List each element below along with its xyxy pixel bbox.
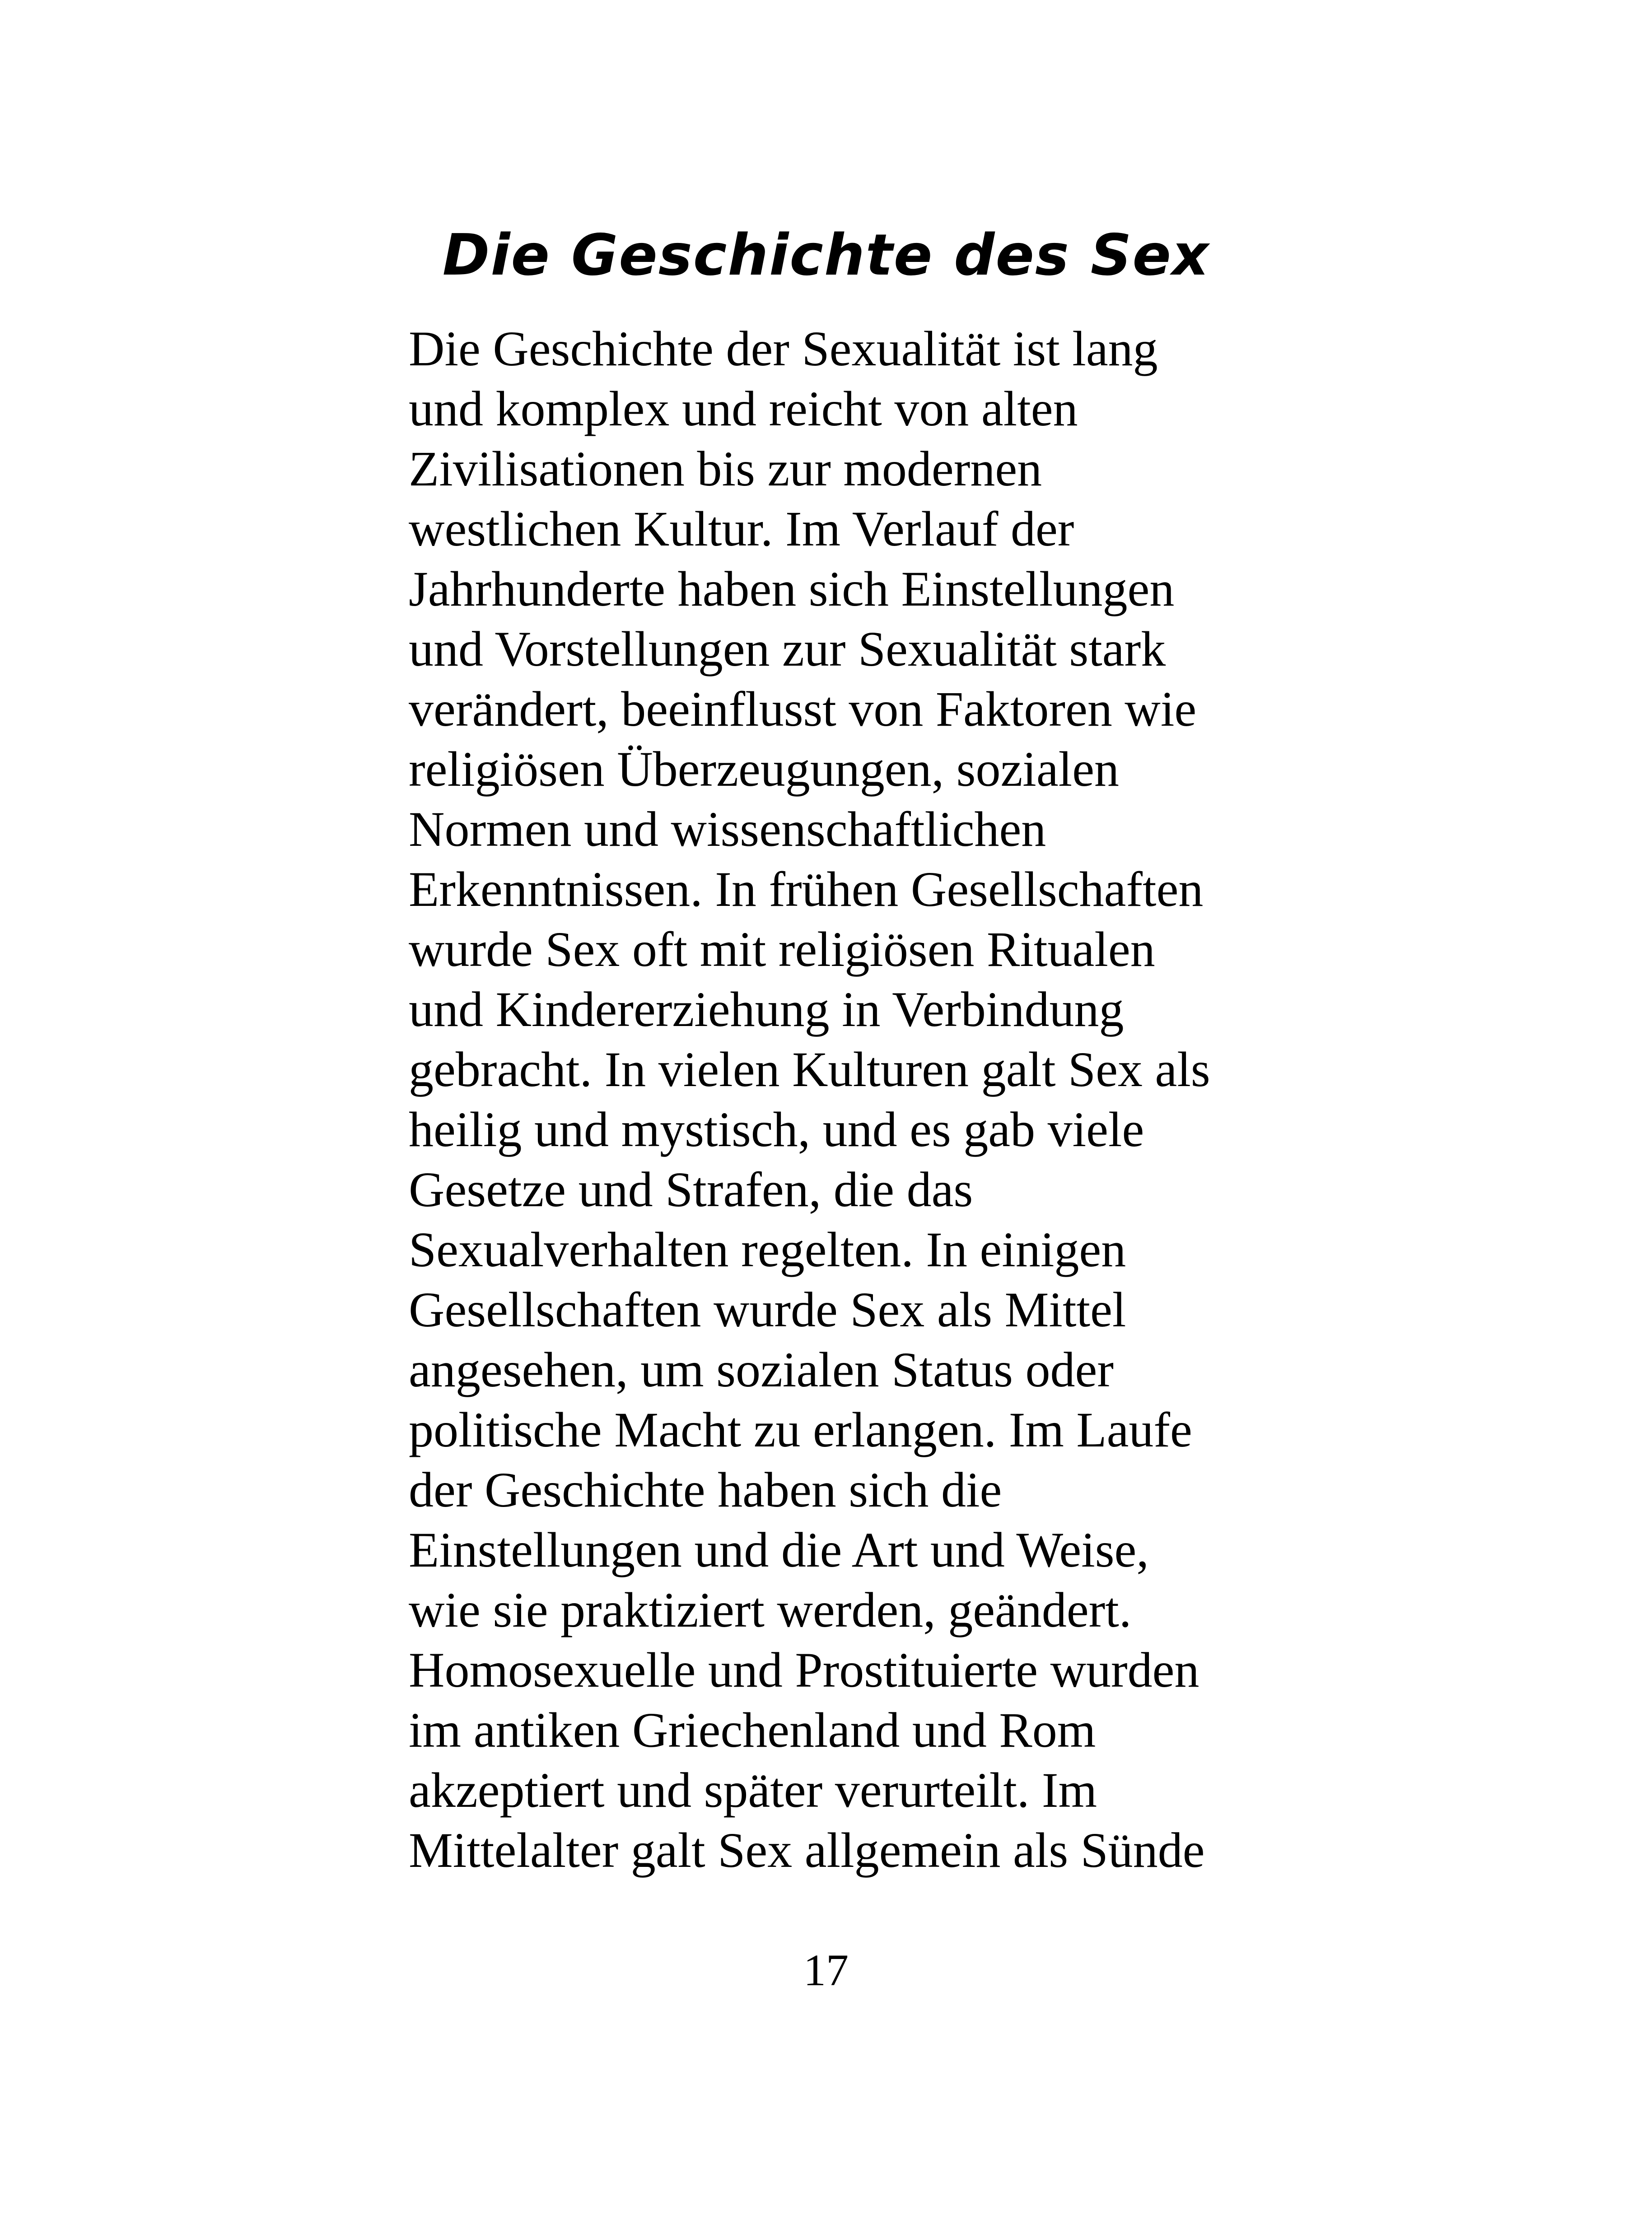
text-line: Normen und wissenschaftlichen xyxy=(409,802,1046,857)
text-line: Gesellschaften wurde Sex als Mittel xyxy=(409,1282,1126,1337)
text-line: heilig und mystisch, und es gab viele xyxy=(409,1102,1144,1157)
text-line: der Geschichte haben sich die xyxy=(409,1462,1002,1517)
text-line: gebracht. In vielen Kulturen galt Sex als xyxy=(409,1042,1210,1097)
text-line: und Kindererziehung in Verbindung xyxy=(409,982,1124,1037)
text-line: Mittelalter galt Sex allgemein als Sünde xyxy=(409,1823,1205,1878)
text-line: im antiken Griechenland und Rom xyxy=(409,1703,1096,1758)
text-line: Einstellungen und die Art und Weise, xyxy=(409,1522,1149,1577)
text-line: Erkenntnissen. In frühen Gesellschaften xyxy=(409,862,1204,917)
text-line: und komplex und reicht von alten xyxy=(409,381,1078,436)
text-line: wie sie praktiziert werden, geändert. xyxy=(409,1582,1132,1637)
text-line: Zivilisationen bis zur modernen xyxy=(409,441,1042,496)
text-line: wurde Sex oft mit religiösen Ritualen xyxy=(409,922,1155,977)
body-paragraph xyxy=(409,319,1312,1880)
text-line: Jahrhunderte haben sich Einstellungen xyxy=(409,561,1175,616)
text-line: Homosexuelle und Prostituierte wurden xyxy=(409,1642,1199,1698)
text-line: westlichen Kultur. Im Verlauf der xyxy=(409,501,1074,556)
text-line: Sexualverhalten regelten. In einigen xyxy=(409,1222,1126,1277)
text-line: religiösen Überzeugungen, sozialen xyxy=(409,742,1120,797)
text-line: und Vorstellungen zur Sexualität stark xyxy=(409,621,1166,676)
text-line: Gesetze und Strafen, die das xyxy=(409,1162,973,1217)
text-line: Die Geschichte der Sexualität ist lang xyxy=(409,321,1158,376)
text-line: verändert, beeinflusst von Faktoren wie xyxy=(409,681,1197,737)
page-title: Die Geschichte des Sex xyxy=(442,222,1210,288)
text-line: akzeptiert und später verurteilt. Im xyxy=(409,1763,1097,1818)
page-number: 17 xyxy=(803,1945,849,1995)
text-line: angesehen, um sozialen Status oder xyxy=(409,1342,1114,1397)
text-line: politische Macht zu erlangen. Im Laufe xyxy=(409,1402,1192,1457)
